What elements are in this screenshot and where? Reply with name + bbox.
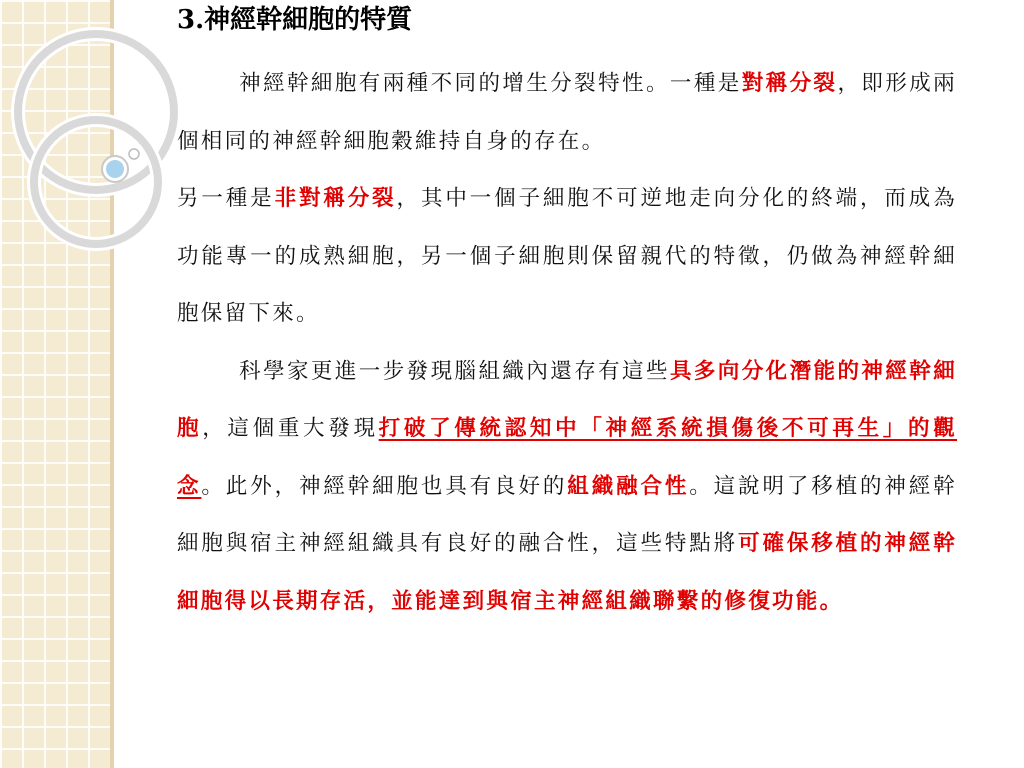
emphasis-break-traditional-concept: 打破了傳統認知中「神經系統損傷後不可再生」的觀念 <box>177 416 958 499</box>
emphasis-multipotent-stem-cells: 具多向分化潛能的神經幹細胞 <box>177 358 957 441</box>
emphasis-asymmetric-division: 非對稱分裂 <box>274 186 397 211</box>
text-segment: 。這說明了移植的神經幹細胞與宿主神經組織具有良好的融合性，這些特點將 <box>177 473 957 556</box>
text-segment: 科學家更進一步發現腦組織內還存有這些 <box>239 358 670 384</box>
text-segment: 神經幹細胞有兩種不同的增生分裂特性。一種是 <box>239 71 742 96</box>
emphasis-symmetric-division: 對稱分裂 <box>741 71 838 96</box>
bubble-dot-small <box>129 149 139 159</box>
slide-title: 3.神經幹細胞的特質 <box>177 5 413 35</box>
text-segment: ，這個重大發現 <box>202 416 379 441</box>
text-segment: ，其中一個子細胞不可逆地走向分化的終端，而成為功能專一的成熟細胞，另一個子細胞則保留親代的特徵，仍做為神經幹細胞保留下來。 <box>177 186 957 326</box>
emphasis-long-term-survival: 可確保移植的神經幹細胞得以長期存活，並能達到與宿主神經組織聯繫的修復功能。 <box>177 531 957 614</box>
paragraph-symmetric <box>177 55 957 170</box>
bubble-dot-fill <box>106 160 124 178</box>
decorative-rings <box>0 0 200 300</box>
text-segment: 另一種是 <box>177 186 275 211</box>
text-segment: 。此外，神經幹細胞也具有良好的 <box>201 473 568 499</box>
body-text <box>177 55 957 630</box>
emphasis-tissue-integration: 組織融合性 <box>567 473 690 499</box>
paragraph-asymmetric <box>177 170 957 343</box>
text-segment: ，即形成兩個相同的神經幹細胞穀維持自身的存在。 <box>177 71 957 154</box>
paragraph-discovery <box>177 343 957 631</box>
